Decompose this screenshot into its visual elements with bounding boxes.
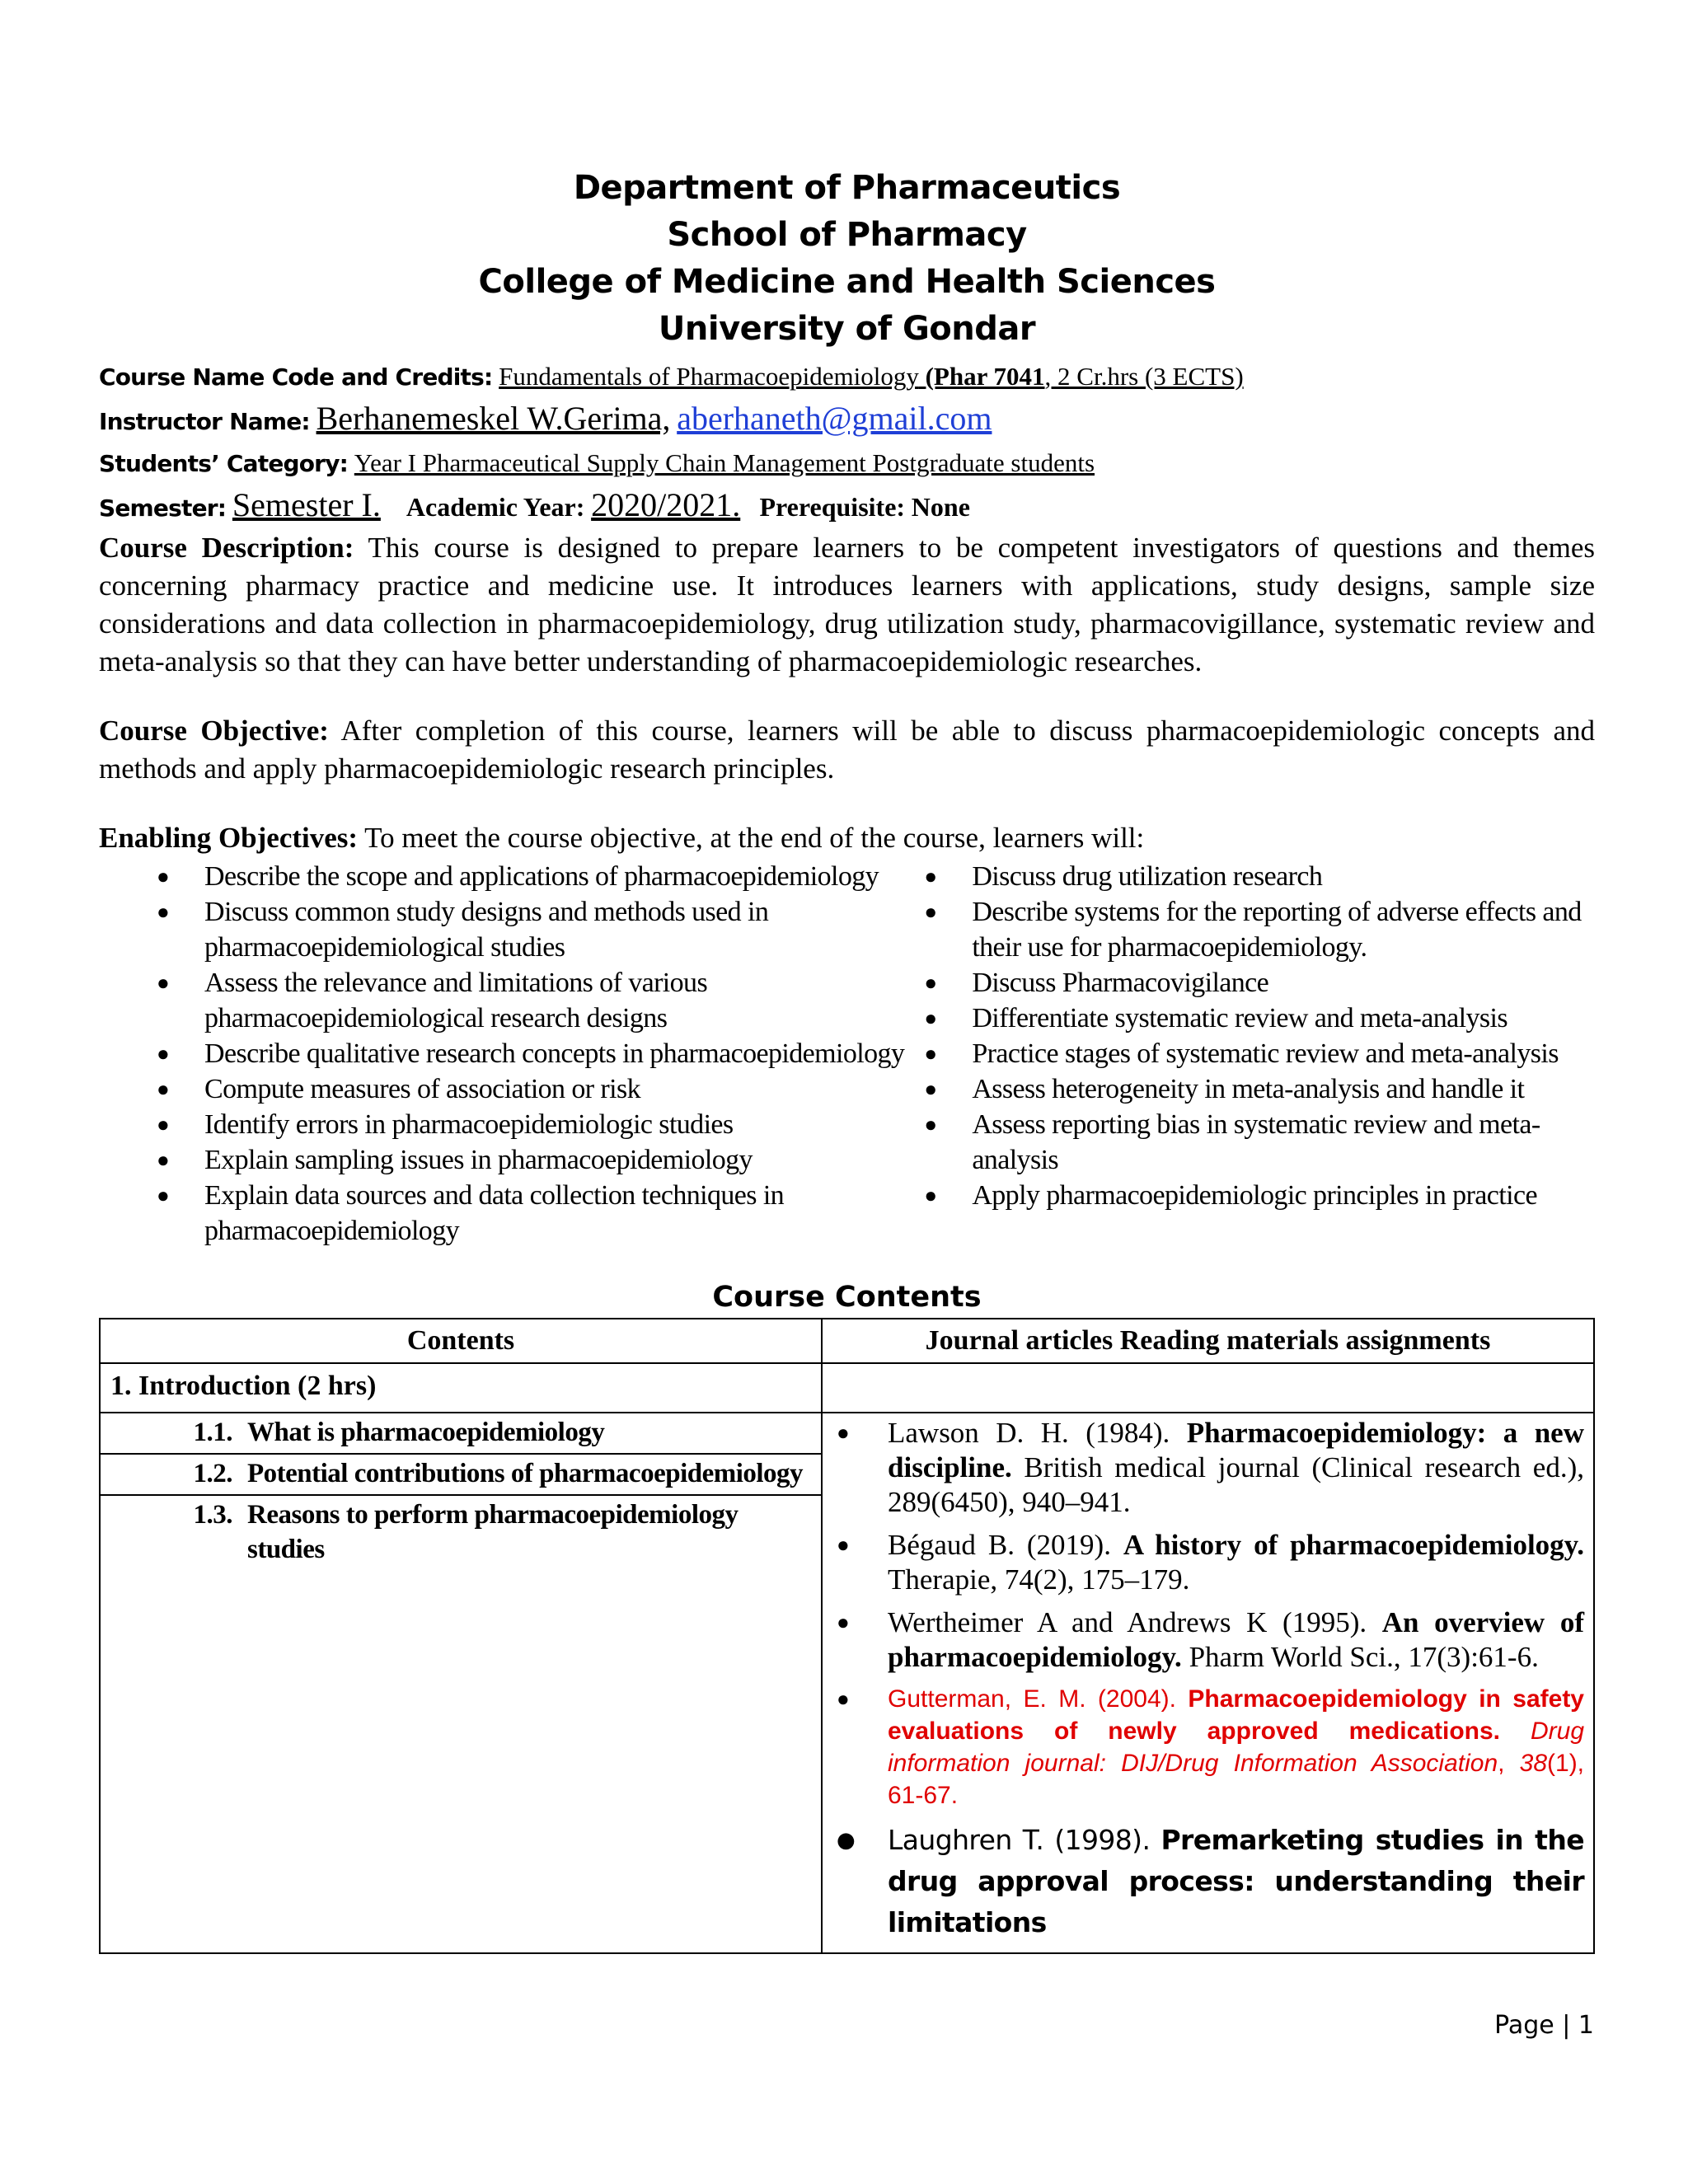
enabling-objectives-intro xyxy=(99,819,1595,857)
course-label: Course Name Code and Credits: xyxy=(99,363,493,391)
list-item: ● Discuss drug utilization research xyxy=(924,859,1595,894)
instructor-name: Berhanemeskel W.Gerima, xyxy=(316,400,671,437)
students-label: Students’ Category: xyxy=(99,450,349,477)
bullet-icon: ● xyxy=(157,1148,170,1172)
list-item: ● Practice stages of systematic review and meta-analysis xyxy=(924,1036,1595,1071)
page-number: Page | 1 xyxy=(1494,2011,1594,2040)
topic-row: 1.3. Reasons to perform pharmacoepidemiology studies xyxy=(193,1500,738,1564)
course-code: (Phar 7041 xyxy=(925,362,1045,391)
reference-item: ● Laughren T. (1998). Premarketing studies in the drug approval process: understanding their limitations xyxy=(837,1820,1584,1943)
list-item: ● Differentiate systematic review and meta-analysis xyxy=(924,1001,1595,1036)
course-description-text: This course is designed to prepare learners to be competent investigators of questions and themes concerning pharmacy practice and medicine use. It introduces learners with applications, study designs, sample size considerations and data collection in pharmacoepidemiology, drug utilization study, pharmacovigillance, systematic review and meta-analysis so that they can have better understanding of pharmacoepidemiologic researches. xyxy=(99,532,1595,677)
instructor-line xyxy=(99,398,1595,443)
bullet-icon: ● xyxy=(157,1183,170,1207)
enabling-objectives-lists xyxy=(99,859,1595,1249)
academic-year-label: Academic Year: xyxy=(406,492,585,522)
course-credits: , 2 Cr.hrs (3 ECTS) xyxy=(1044,362,1244,391)
references-list xyxy=(823,1414,1592,1943)
table-row xyxy=(100,1363,1594,1413)
instructor-email-link[interactable]: aberhaneth@gmail.com xyxy=(677,400,992,437)
reference-item: ● Lawson D. H. (1984). Pharmacoepidemiology: a new discipline. British medical journal (Clinical research ed.), 289(6450), 940–941. xyxy=(837,1417,1584,1518)
list-item: ● Explain sampling issues in pharmacoepidemiology xyxy=(157,1142,924,1178)
table-row xyxy=(100,1413,1594,1953)
list-item: ● Assess reporting bias in systematic review and meta-analysis xyxy=(924,1107,1595,1178)
bullet-icon: ● xyxy=(924,1042,937,1066)
references-column-header: Journal articles Reading materials assignments xyxy=(822,1319,1594,1363)
course-objective xyxy=(99,712,1595,788)
prerequisite-value: None xyxy=(911,492,970,522)
bullet-icon: ● xyxy=(837,1421,850,1445)
course-name: Fundamentals of Pharmacoepidemiology (Phar 7041, 2 Cr.hrs (3 ECTS) xyxy=(499,362,1244,391)
semester-line xyxy=(99,485,1595,529)
bullet-icon: ● xyxy=(924,971,937,995)
topic-row: 1.1. What is pharmacoepidemiology xyxy=(101,1413,821,1455)
reference-item-highlighted: ● Gutterman, E. M. (2004). Pharmacoepidemiology in safety evaluations of newly approved medications. Drug information journal: DIJ/Drug Information Association, 38(1), 61-67. xyxy=(837,1683,1584,1811)
bullet-icon: ● xyxy=(157,1042,170,1066)
bullet-icon: ● xyxy=(837,1533,850,1557)
list-item: ● Describe the scope and applications of pharmacoepidemiology xyxy=(157,859,924,894)
prerequisite-label: Prerequisite: xyxy=(759,492,906,522)
list-item: ● Compute measures of association or risk xyxy=(157,1071,924,1107)
course-description-label: Course Description: xyxy=(99,532,354,564)
course-name-line xyxy=(99,356,1595,398)
objectives-right-list xyxy=(924,859,1595,1249)
bullet-icon: ● xyxy=(924,1183,937,1207)
list-item: ● Describe systems for the reporting of adverse effects and their use for pharmacoepidemiology. xyxy=(924,894,1595,965)
list-item: ● Discuss common study designs and methods used in pharmacoepidemiological studies xyxy=(157,894,924,965)
course-contents-table xyxy=(99,1318,1595,1954)
course-description xyxy=(99,529,1595,681)
unit-title: 1. Introduction (2 hrs) xyxy=(100,1363,822,1413)
students-category: Year I Pharmaceutical Supply Chain Management Postgraduate students xyxy=(354,448,1095,477)
semester-label: Semester: xyxy=(99,494,227,522)
list-item: ● Assess the relevance and limitations of various pharmacoepidemiological research designs xyxy=(157,965,924,1036)
course-contents-title: Course Contents xyxy=(712,1281,982,1314)
references-cell xyxy=(822,1413,1594,1953)
bullet-icon: ● xyxy=(157,865,170,888)
empty-cell xyxy=(822,1363,1594,1413)
bullet-icon: ● xyxy=(924,1006,937,1030)
objectives-left-list xyxy=(99,859,924,1249)
bullet-icon: ● xyxy=(837,1610,850,1634)
bullet-icon: ● xyxy=(837,1686,850,1711)
university-heading: University of Gondar xyxy=(658,310,1036,348)
bullet-icon: ● xyxy=(837,1828,856,1853)
topics-cell xyxy=(100,1413,822,1953)
school-heading: School of Pharmacy xyxy=(667,216,1027,254)
department-heading: Department of Pharmaceutics xyxy=(573,169,1121,207)
bullet-icon: ● xyxy=(924,1113,937,1137)
reference-item: ● Bégaud B. (2019). A history of pharmacoepidemiology. Therapie, 74(2), 175–179. xyxy=(837,1529,1584,1596)
topic-row: 1.2. Potential contributions of pharmacoepidemiology xyxy=(101,1455,821,1496)
document-page xyxy=(99,165,1595,1954)
semester-value: Semester I. xyxy=(232,486,381,523)
enabling-objectives-text: To meet the course objective, at the end of the course, learners will: xyxy=(364,822,1145,854)
bullet-icon: ● xyxy=(924,900,937,924)
document-header xyxy=(99,165,1595,353)
list-item: ● Apply pharmacoepidemiologic principles in practice xyxy=(924,1178,1595,1213)
list-item: ● Identify errors in pharmacoepidemiologic studies xyxy=(157,1107,924,1142)
academic-year-value: 2020/2021. xyxy=(591,486,741,523)
college-heading: College of Medicine and Health Sciences xyxy=(478,263,1216,301)
list-item: ● Discuss Pharmacovigilance xyxy=(924,965,1595,1001)
list-item: ● Explain data sources and data collection techniques in pharmacoepidemiology xyxy=(157,1178,924,1249)
bullet-icon: ● xyxy=(157,1077,170,1101)
contents-column-header: Contents xyxy=(100,1319,822,1363)
course-objective-label: Course Objective: xyxy=(99,715,329,747)
table-header-row xyxy=(100,1319,1594,1363)
reference-item: ● Wertheimer A and Andrews K (1995). An overview of pharmacoepidemiology. Pharm World Sci., 17(3):61-6. xyxy=(837,1606,1584,1673)
bullet-icon: ● xyxy=(157,1113,170,1137)
enabling-objectives-label: Enabling Objectives: xyxy=(99,822,359,854)
course-objective-text: After completion of this course, learners will be able to discuss pharmacoepidemiologic concepts and methods and apply pharmacoepidemiologic research principles. xyxy=(99,715,1595,785)
bullet-icon: ● xyxy=(157,900,170,924)
bullet-icon: ● xyxy=(924,865,937,888)
bullet-icon: ● xyxy=(924,1077,937,1101)
bullet-icon: ● xyxy=(157,971,170,995)
list-item: ● Assess heterogeneity in meta-analysis and handle it xyxy=(924,1071,1595,1107)
list-item: ● Describe qualitative research concepts in pharmacoepidemiology xyxy=(157,1036,924,1071)
students-line xyxy=(99,443,1595,485)
instructor-label: Instructor Name: xyxy=(99,408,310,435)
